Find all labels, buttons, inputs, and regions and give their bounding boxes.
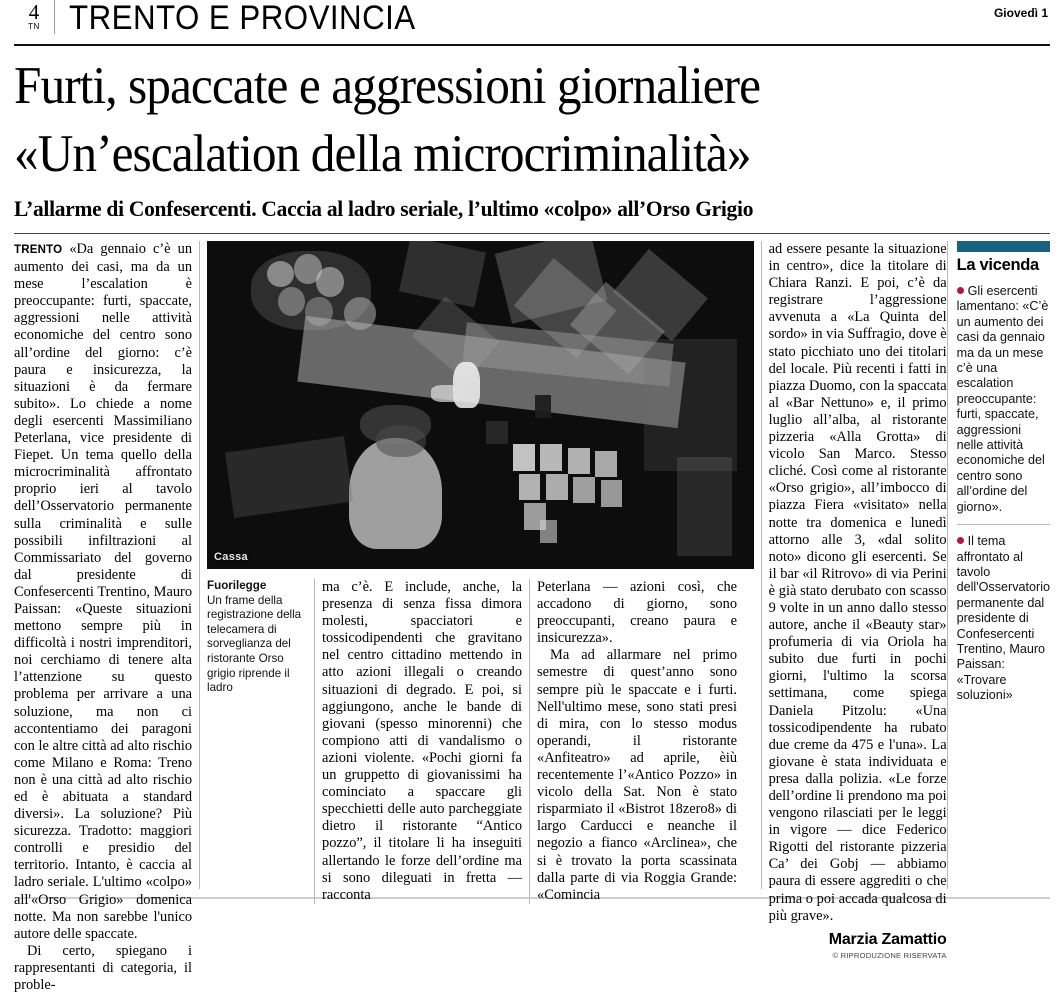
masthead bbox=[14, 0, 1050, 42]
sidebar-bullet-item bbox=[957, 534, 1050, 703]
column-divider bbox=[199, 241, 200, 889]
paragraph: Peterlana — azioni così, che accadono di giorno, sono preoccupanti, creano paura e insicurezza». bbox=[537, 579, 738, 647]
paragraph-text: «Da gennaio c’è un aumento dei casi, ma da un mese l’escalation è preoccupante: furti, spaccate, aggressioni nelle attività economiche del centro sono all’ordine del giorno: c’è paura e insicurezza, la situazioni è da fermare subito». Lo chiede a nome degli esercenti Massimiliano Peterlana, vice presidente di Fiepet. Un tema quello della microcriminalità affrontato proprio ieri al tavolo dell’Osservatorio permanente sulla criminalità e sulle possibili infiltrazioni al Commissariato del governo dal presidente di Confesercenti Trentino, Mauro Paissan: «Queste situazioni mettono sempre più in difficoltà i nostri imprenditori, noi cerchiamo di tenere alta l’attenzione su questo problema per arrivare a una soluzione, ma non ci accontentiamo dei paragoni con le altre città ad alto rischio come Milano e Roma: Treno non è una città ad alto rischio ed è abituata a standard diversi». La soluzione? Più sicurezza. Tradotto: maggiori controlli e presidio del territorio. Intanto, è caccia al ladro seriale. L'ultimo «colpo» all'«Orso Grigio» domenica notte. Ma non sarebbe l'unico autore delle spaccate. bbox=[14, 241, 193, 942]
caption-title: Fuorilegge bbox=[207, 579, 267, 592]
caption-text: Un frame della registrazione della telecamera di sorveglianza del ristorante Orso grigio riprende il ladro bbox=[207, 593, 302, 695]
paragraph: ma c’è. E include, anche, la presenza di senza fissa dimora molesti, spacciatori e tossicodipendenti che gravitano nel centro cittadino mettendo in atto azioni illegali o creando situazioni di degrado. E poi, si aggiungono, anche le bande di giovani (spesso minorenni) che compiono atti di vandalismo o azioni violente. «Pochi giorni fa un gruppetto di giovanissimi ha cominciato a spaccare gli specchietti delle auto parcheggiate dietro il ristorante “Antico pozzo”, il titolare li ha inseguiti allertando le forze dell’ordine ma si sono dileguati in fretta — racconta bbox=[322, 579, 523, 903]
paragraph: Ma ad allarmare nel primo semestre di quest’anno sono sempre più le spaccate e i furti. Nell'ultimo mese, sono stati presi di mira, con lo stesso modus operandi, il ristorante «Anfiteatro» ad aprile, èiù recentemente l’«Antico Pozzo» in vicolo della Sat. Non è stato risparmiato il «Bistrot 18zero8» di largo Carducci e neanche il negozio a fianco «Arclinea», che si è trovato la porta scassinata dalla parte di via Roggia Grande: «Comincia bbox=[537, 647, 738, 903]
sidebar-title: La vicenda bbox=[956, 256, 1039, 274]
bullet-dot-icon bbox=[957, 537, 964, 544]
sidebar-accent-bar bbox=[957, 241, 1050, 252]
masthead-date: Giovedì 1 bbox=[993, 6, 1048, 20]
body-column-1 bbox=[14, 241, 193, 994]
photo-overlay-label: Cassa bbox=[214, 551, 248, 563]
body-column-3 bbox=[537, 579, 737, 904]
bullet-dot-icon bbox=[957, 287, 964, 294]
column-divider bbox=[761, 241, 762, 889]
body-column-4 bbox=[768, 241, 947, 960]
sidebar-bullet-item bbox=[957, 284, 1050, 515]
masthead-rule bbox=[14, 44, 1050, 46]
sidebar-item-text: Il tema affrontato al tavolo dell'Osservatorio permanente dal presidente di Confesercenti Trentino, Mauro Paissan: «Trovare soluzioni» bbox=[956, 534, 1051, 703]
edition-code: TN bbox=[28, 22, 40, 31]
folio bbox=[14, 0, 54, 32]
dateline-label: TRENTO bbox=[14, 244, 63, 256]
column-divider bbox=[314, 579, 315, 904]
column-divider bbox=[529, 579, 530, 904]
photo-caption bbox=[207, 579, 307, 904]
headline-rule bbox=[14, 233, 1050, 234]
folio-divider bbox=[54, 0, 55, 34]
photo-figure bbox=[207, 241, 754, 569]
cctv-photo bbox=[207, 241, 754, 569]
headline-line-2: «Un’escalation della microcriminalità» bbox=[14, 125, 751, 183]
paragraph: ad essere pesante la situazione in centro», dice la titolare di Chiara Ranzi. E poi, c’è da registrare l’aggressione avvenuta a «La Quinta del sordo» in via Suffragio, dove è stato picchiato uno dei titolari del locale. Più recenti i fatti in piazza Duomo, con la spaccata al «Bar Nettuno» e, il primo luglio all’alba, al ristorante pizzeria «Alla Grotta» di vicolo San Marco. Stesso cliché. Così come al ristorante «Orso grigio», all’imbocco di piazza Fiera «visitato» nella notte tra domenica e lunedì attorno alle 3, «dal solito noto» dicono gli esercenti. Se il bar «il Ritrovo» di via Perini è già stato derubato con scasso 9 volte in un anno dallo stesso autore, anche il «Beauty star» profumeria di via Oriola ha subito due furti in pochi giorni, l'ultimo la scorsa settimana, come spiega Daniela Pitzolu: «Una tossicodipendente ha rubato due creme da 475 e l'una». La giovane è stata individuata e presa dalla polizia. «Le forze dell’ordine li prendono ma poi vengono rilasciati per le leggi in vigore — dice Federico Rigotti del ristorante pizzeria Ca’ dei Gobj — abbiamo paura di essere aggrediti o che prima o poi accada qualcosa di più grave». bbox=[768, 241, 947, 924]
article-body bbox=[14, 241, 1051, 994]
section-title: TRENTO E PROVINCIA bbox=[69, 0, 416, 37]
subheadline: L’allarme di Confesercenti. Caccia al ladro seriale, l’ultimo «colpo» all’Orso Grigio bbox=[14, 196, 754, 221]
photo-and-columns bbox=[207, 241, 754, 903]
paragraph bbox=[14, 241, 192, 943]
paragraph: Di certo, spiegano i rappresentanti di categoria, il proble- bbox=[14, 942, 193, 994]
sidebar-la-vicenda bbox=[957, 241, 1050, 889]
photo-scene bbox=[207, 241, 754, 569]
copyright-notice: © RIPRODUZIONE RISERVATA bbox=[832, 950, 947, 960]
headline-line-1: Furti, spaccate e aggressioni giornaliere bbox=[14, 57, 761, 115]
sidebar-item-text: Gli esercenti lamentano: «C’è un aumento dei casi da gennaio ma da un mese c’è una escalation preoccupante: furti, spaccate, aggressioni nelle attività economiche del centro sono all’ordine del giorno». bbox=[956, 284, 1049, 514]
under-photo-row bbox=[207, 579, 754, 904]
body-column-2 bbox=[322, 579, 522, 904]
sidebar-separator bbox=[957, 524, 1050, 525]
byline: Marzia Zamattio bbox=[828, 930, 947, 948]
page-number: 4 bbox=[28, 0, 40, 24]
